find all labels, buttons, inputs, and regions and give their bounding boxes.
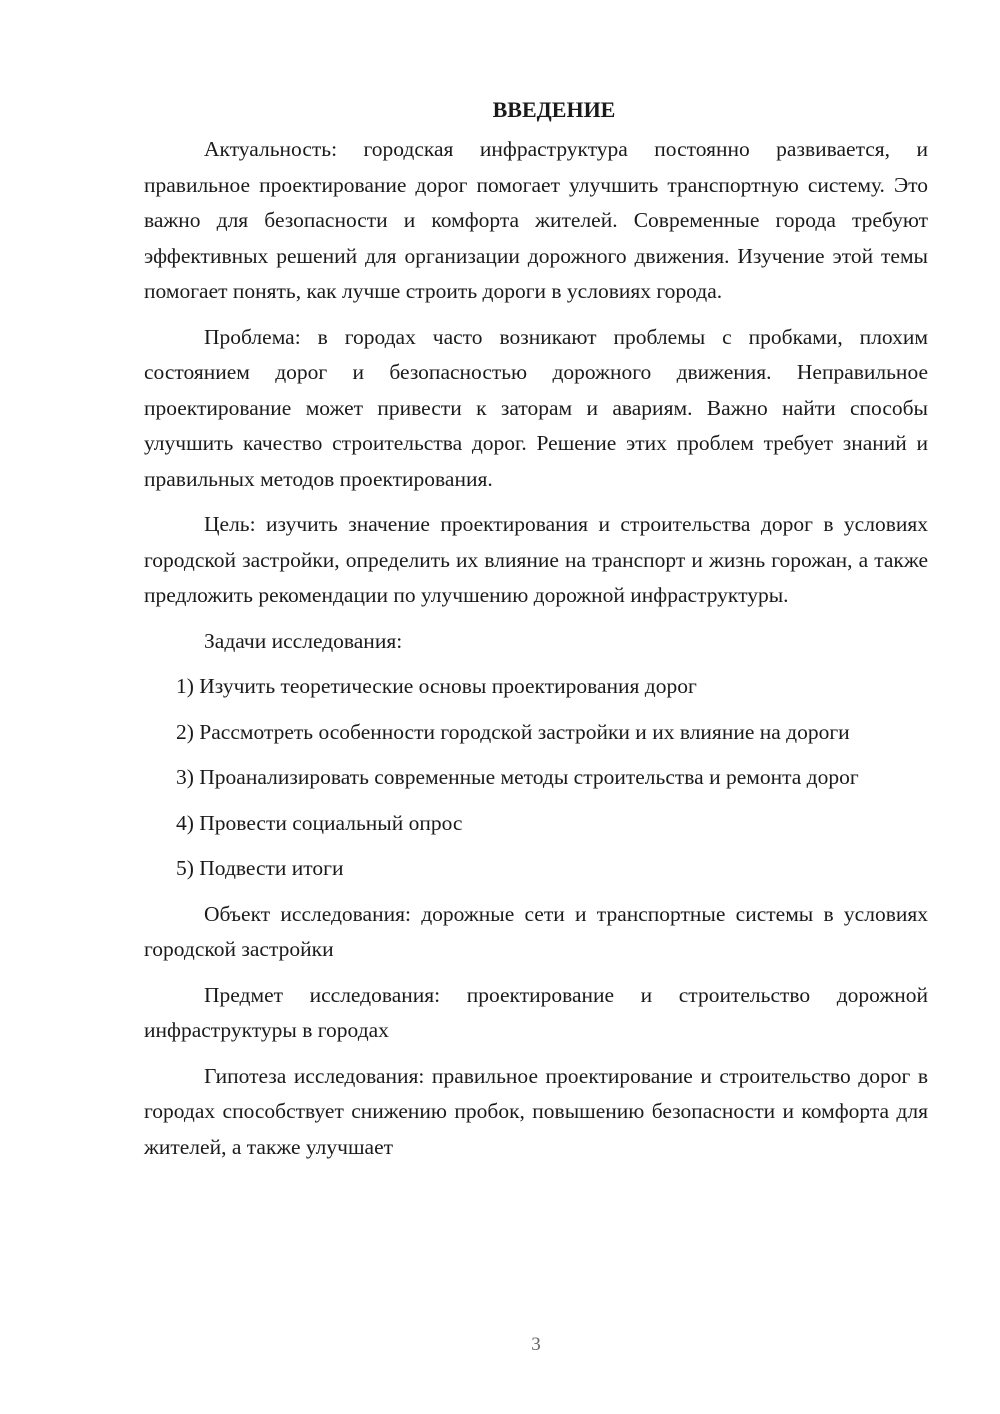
paragraph-goal: Цель: изучить значение проектирования и строительства дорог в условиях городской застройки, определить их влияние на транспорт и жизнь горожан, а также предложить рекомендации по улучшению дорожной инфраструктуры. xyxy=(144,512,928,607)
list-item: 4) Провести социальный опрос xyxy=(176,810,463,835)
page-title: ВВЕДЕНИЕ xyxy=(492,97,616,122)
paragraph-hypothesis: Гипотеза исследования: правильное проектирование и строительство дорог в городах способствует снижению пробок, повышению безопасности и комфорта для жителей, а также улучшает xyxy=(144,1063,928,1159)
paragraph-problem: Проблема: в городах часто возникают проблемы с пробками, плохим состоянием дорог и безопасностью дорожного движения. Неправильное проектирование может привести к заторам и авариям. Важно найти способы улучшить качество строительства дорог. Решение этих проблем требует знаний и правильных методов проектирования. xyxy=(144,324,928,491)
paragraph-relevance: Актуальность: городская инфраструктура постоянно развивается, и правильное проектирование дорог помогает улучшить транспортную систему. Это важно для безопасности и комфорта жителей. Современные города требуют эффективных решений для организации дорожного движения. Изучение этой темы помогает понять, как лучше строить дороги в условиях города. xyxy=(144,137,928,303)
list-item: 1) Изучить теоретические основы проектирования дорог xyxy=(176,674,697,698)
list-item: 5) Подвести итоги xyxy=(176,856,344,880)
tasks-list xyxy=(144,669,928,887)
paragraph-object: Объект исследования: дорожные сети и транспортные системы в условиях городской застройки xyxy=(144,901,928,961)
list-item: 3) Проанализировать современные методы строительства и ремонта дорог xyxy=(176,765,859,789)
tasks-title: Задачи исследования: xyxy=(204,628,403,653)
list-item: 2) Рассмотреть особенности городской застройки и их влияние на дороги xyxy=(176,719,850,744)
page-number: 3 xyxy=(531,1334,541,1355)
paragraph-subject: Предмет исследования: проектирование и строительство дорожной инфраструктуры в городах xyxy=(144,982,928,1042)
